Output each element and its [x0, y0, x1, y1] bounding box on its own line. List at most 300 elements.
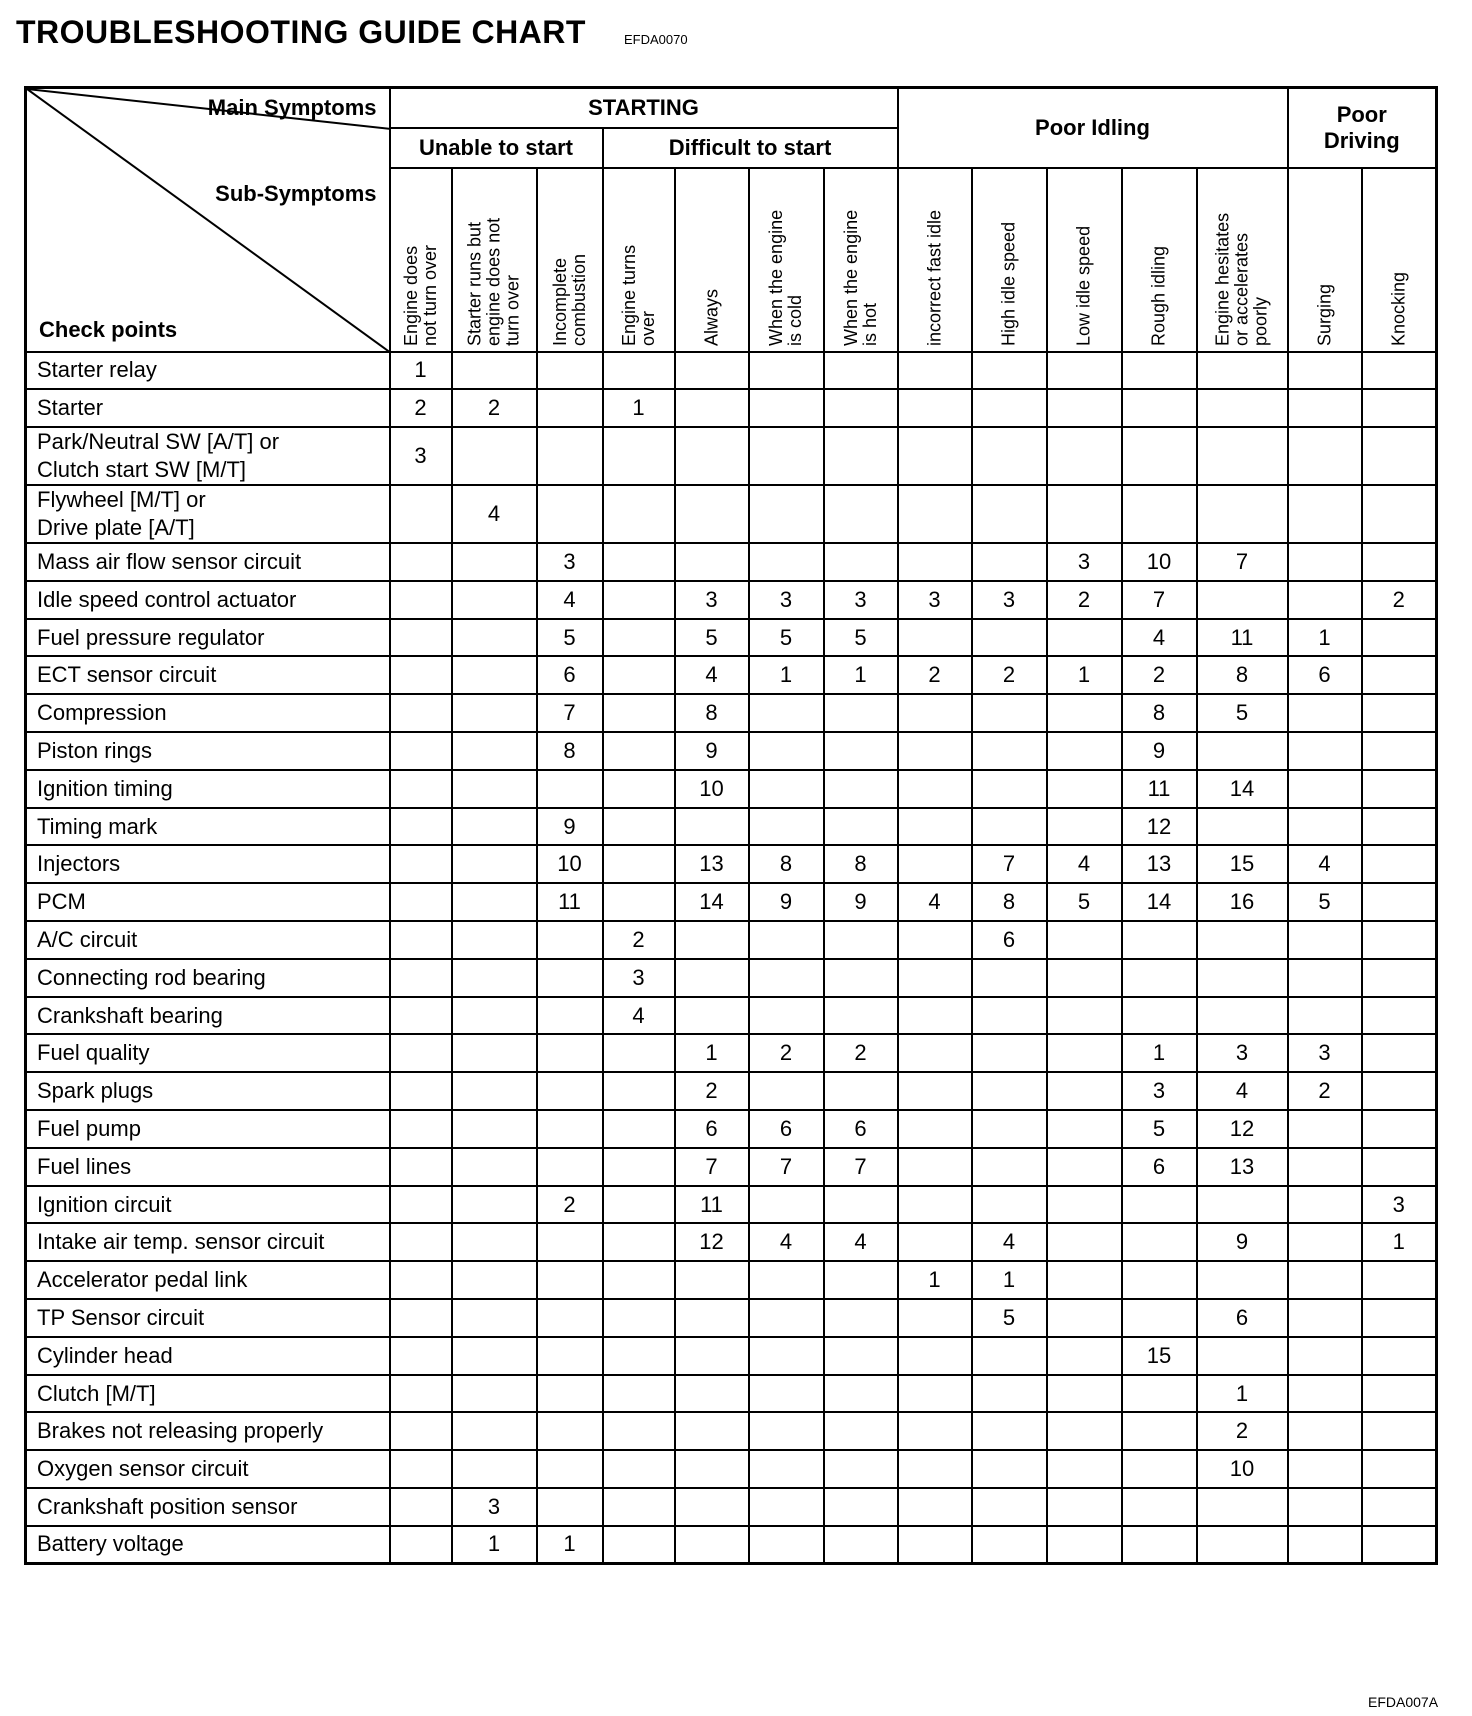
priority-cell [390, 1412, 452, 1450]
check-point-label: ECT sensor circuit [37, 662, 217, 688]
sub-symptom-label: When the engine [840, 209, 861, 346]
check-point-name [26, 1072, 390, 1110]
priority-cell [675, 1450, 749, 1488]
priority-cell [1288, 1412, 1362, 1450]
priority-cell [1362, 543, 1437, 581]
priority-cell: 2 [537, 1186, 603, 1224]
table-row [26, 1526, 1437, 1564]
priority-cell: 6 [1288, 656, 1362, 694]
sub-symptom-header [749, 168, 824, 352]
priority-cell: 10 [675, 770, 749, 808]
priority-cell [452, 427, 537, 485]
priority-cell [603, 1526, 675, 1564]
priority-cell: 2 [972, 656, 1047, 694]
priority-cell [675, 997, 749, 1035]
priority-cell [972, 1526, 1047, 1564]
priority-cell [898, 808, 972, 846]
priority-cell [1047, 959, 1122, 997]
priority-cell [390, 1337, 452, 1375]
priority-cell [675, 1261, 749, 1299]
priority-cell: 6 [824, 1110, 898, 1148]
priority-cell [537, 1148, 603, 1186]
priority-cell [452, 1186, 537, 1224]
priority-cell [824, 1450, 898, 1488]
priority-cell [537, 485, 603, 543]
priority-cell: 3 [603, 959, 675, 997]
priority-cell [749, 732, 824, 770]
priority-cell [749, 1375, 824, 1413]
priority-cell [452, 1375, 537, 1413]
priority-cell [972, 352, 1047, 390]
priority-cell: 1 [1197, 1375, 1288, 1413]
group-poor-driving [1288, 88, 1437, 168]
priority-cell [1288, 1299, 1362, 1337]
priority-cell [1122, 1299, 1197, 1337]
priority-cell [390, 997, 452, 1035]
table-row [26, 1110, 1437, 1148]
priority-cell [603, 1148, 675, 1186]
priority-cell: 8 [1197, 656, 1288, 694]
priority-cell [1047, 1110, 1122, 1148]
priority-cell: 4 [603, 997, 675, 1035]
priority-cell [1362, 1148, 1437, 1186]
priority-cell [390, 1223, 452, 1261]
priority-cell [1288, 543, 1362, 581]
priority-cell [1122, 1488, 1197, 1526]
priority-cell [824, 1337, 898, 1375]
check-point-name [26, 770, 390, 808]
priority-cell [452, 883, 537, 921]
priority-cell [1197, 485, 1288, 543]
priority-cell: 7 [972, 845, 1047, 883]
check-point-label: Idle speed control actuator [37, 586, 297, 612]
priority-cell: 7 [675, 1148, 749, 1186]
check-point-label: Piston rings [37, 737, 152, 763]
priority-cell: 2 [898, 656, 972, 694]
priority-cell [1362, 1450, 1437, 1488]
priority-cell [1047, 694, 1122, 732]
priority-cell [390, 1526, 452, 1564]
priority-cell [824, 1488, 898, 1526]
priority-cell [1197, 1337, 1288, 1375]
priority-cell [390, 732, 452, 770]
sub-symptom-label: Engine does [400, 245, 421, 346]
priority-cell [452, 1299, 537, 1337]
priority-cell [1047, 1299, 1122, 1337]
page-title: TROUBLESHOOTING GUIDE CHART [16, 14, 586, 50]
priority-cell: 14 [675, 883, 749, 921]
priority-cell [452, 1110, 537, 1148]
check-point-name [26, 883, 390, 921]
priority-cell [452, 1148, 537, 1186]
priority-cell [1288, 1337, 1362, 1375]
priority-cell [390, 1186, 452, 1224]
priority-cell: 3 [390, 427, 452, 485]
check-point-label: Park/Neutral SW [A/T] or [37, 429, 280, 455]
table-row [26, 1223, 1437, 1261]
priority-cell: 4 [675, 656, 749, 694]
priority-cell [1362, 845, 1437, 883]
priority-cell [537, 1337, 603, 1375]
priority-cell [390, 656, 452, 694]
priority-cell [898, 485, 972, 543]
priority-cell: 4 [1197, 1072, 1288, 1110]
priority-cell [898, 694, 972, 732]
priority-cell: 4 [824, 1223, 898, 1261]
priority-cell [1197, 1526, 1288, 1564]
priority-cell [1197, 997, 1288, 1035]
priority-cell [898, 427, 972, 485]
priority-cell [603, 1034, 675, 1072]
priority-cell [824, 427, 898, 485]
priority-cell: 3 [1047, 543, 1122, 581]
priority-cell: 5 [972, 1299, 1047, 1337]
priority-cell [898, 1488, 972, 1526]
table-row [26, 1337, 1437, 1375]
priority-cell [824, 1299, 898, 1337]
priority-cell [749, 1299, 824, 1337]
priority-cell [898, 1223, 972, 1261]
priority-cell [1362, 619, 1437, 657]
priority-cell [537, 1110, 603, 1148]
priority-cell [537, 389, 603, 427]
priority-cell: 4 [1122, 619, 1197, 657]
priority-cell [1197, 427, 1288, 485]
priority-cell: 11 [537, 883, 603, 921]
priority-cell: 3 [749, 581, 824, 619]
priority-cell [749, 1412, 824, 1450]
priority-cell [1047, 1148, 1122, 1186]
header-corner [26, 88, 390, 352]
priority-cell: 9 [824, 883, 898, 921]
priority-cell: 4 [1288, 845, 1362, 883]
sub-symptom-header [537, 168, 603, 352]
priority-cell: 6 [675, 1110, 749, 1148]
priority-cell [675, 1299, 749, 1337]
priority-cell [972, 1072, 1047, 1110]
priority-cell [972, 543, 1047, 581]
priority-cell: 5 [675, 619, 749, 657]
priority-cell [898, 1375, 972, 1413]
priority-cell [898, 389, 972, 427]
priority-cell [1362, 1261, 1437, 1299]
priority-cell [1288, 1110, 1362, 1148]
priority-cell [675, 1412, 749, 1450]
priority-cell: 1 [1047, 656, 1122, 694]
priority-cell: 13 [1122, 845, 1197, 883]
priority-cell [898, 352, 972, 390]
priority-cell: 1 [390, 352, 452, 390]
priority-cell [972, 1375, 1047, 1413]
table-row [26, 485, 1437, 543]
priority-cell: 3 [1288, 1034, 1362, 1072]
priority-cell [1362, 997, 1437, 1035]
sub-symptom-label: not turn over [419, 244, 440, 346]
table-row [26, 1186, 1437, 1224]
priority-cell [452, 543, 537, 581]
priority-cell [1362, 1488, 1437, 1526]
sub-symptom-header [675, 168, 749, 352]
priority-cell [537, 1412, 603, 1450]
priority-cell [749, 1450, 824, 1488]
priority-cell [749, 543, 824, 581]
check-point-name [26, 1034, 390, 1072]
priority-cell: 5 [1197, 694, 1288, 732]
priority-cell: 4 [1047, 845, 1122, 883]
priority-cell [972, 732, 1047, 770]
priority-cell [749, 997, 824, 1035]
check-point-name [26, 619, 390, 657]
priority-cell [675, 427, 749, 485]
priority-cell: 2 [675, 1072, 749, 1110]
priority-cell [1288, 959, 1362, 997]
priority-cell: 3 [675, 581, 749, 619]
priority-cell [1362, 1412, 1437, 1450]
sub-symptom-header [1197, 168, 1288, 352]
check-point-label: Clutch [M/T] [37, 1380, 156, 1406]
priority-cell: 8 [749, 845, 824, 883]
priority-cell [603, 1375, 675, 1413]
priority-cell [1047, 1034, 1122, 1072]
table-row [26, 581, 1437, 619]
priority-cell [898, 1148, 972, 1186]
priority-cell [1047, 1072, 1122, 1110]
table-row [26, 732, 1437, 770]
priority-cell [972, 427, 1047, 485]
priority-cell [824, 1412, 898, 1450]
priority-cell [1122, 427, 1197, 485]
priority-cell [749, 1526, 824, 1564]
priority-cell [1362, 959, 1437, 997]
priority-cell [898, 997, 972, 1035]
check-point-name [26, 543, 390, 581]
priority-cell [452, 1412, 537, 1450]
priority-cell: 15 [1122, 1337, 1197, 1375]
sub-symptom-header [452, 168, 537, 352]
table-row [26, 1375, 1437, 1413]
priority-cell [603, 770, 675, 808]
priority-cell [749, 1261, 824, 1299]
priority-cell [824, 485, 898, 543]
priority-cell [1288, 485, 1362, 543]
sub-symptom-label: poorly [1250, 296, 1271, 346]
priority-cell [390, 1110, 452, 1148]
priority-cell [972, 770, 1047, 808]
group-unable-to-start: Unable to start [390, 128, 603, 168]
priority-cell [972, 808, 1047, 846]
priority-cell [972, 1148, 1047, 1186]
priority-cell [1047, 389, 1122, 427]
priority-cell [1288, 694, 1362, 732]
check-point-label: PCM [37, 889, 86, 915]
check-point-name [26, 921, 390, 959]
priority-cell [603, 883, 675, 921]
priority-cell [1362, 921, 1437, 959]
priority-cell [972, 694, 1047, 732]
priority-cell [537, 352, 603, 390]
priority-cell [537, 1488, 603, 1526]
priority-cell [898, 921, 972, 959]
priority-cell [1288, 1488, 1362, 1526]
priority-cell [1047, 619, 1122, 657]
priority-cell [537, 427, 603, 485]
priority-cell [1122, 485, 1197, 543]
priority-cell: 1 [1122, 1034, 1197, 1072]
priority-cell [1047, 427, 1122, 485]
priority-cell: 6 [972, 921, 1047, 959]
priority-cell [1197, 921, 1288, 959]
priority-cell: 2 [1197, 1412, 1288, 1450]
priority-cell [1362, 1337, 1437, 1375]
priority-cell: 9 [537, 808, 603, 846]
group-difficult-to-start: Difficult to start [603, 128, 898, 168]
priority-cell [1362, 1110, 1437, 1148]
check-point-label: TP Sensor circuit [37, 1304, 205, 1330]
check-point-label: Accelerator pedal link [37, 1267, 248, 1293]
priority-cell [824, 959, 898, 997]
check-point-label: Crankshaft bearing [37, 1002, 223, 1028]
priority-cell [452, 808, 537, 846]
check-point-name [26, 656, 390, 694]
priority-cell [824, 1186, 898, 1224]
priority-cell [1047, 1186, 1122, 1224]
priority-cell [1288, 1186, 1362, 1224]
table-row [26, 845, 1437, 883]
priority-cell [1122, 352, 1197, 390]
priority-cell: 5 [1122, 1110, 1197, 1148]
check-point-name [26, 352, 390, 390]
priority-cell: 1 [603, 389, 675, 427]
table-row [26, 1072, 1437, 1110]
corner-diagonals [27, 89, 390, 352]
priority-cell [898, 1412, 972, 1450]
priority-cell [1197, 389, 1288, 427]
priority-cell [675, 921, 749, 959]
table-row [26, 997, 1437, 1035]
group-starting: STARTING [390, 88, 898, 128]
priority-cell [675, 1488, 749, 1526]
priority-cell [603, 1110, 675, 1148]
priority-cell [603, 581, 675, 619]
sub-symptom-label: Knocking [1388, 271, 1409, 346]
priority-cell: 4 [537, 581, 603, 619]
priority-cell [390, 845, 452, 883]
priority-cell [675, 1375, 749, 1413]
priority-cell [972, 1186, 1047, 1224]
troubleshooting-table [24, 86, 1438, 1565]
priority-cell [824, 1261, 898, 1299]
sub-symptom-header [1047, 168, 1122, 352]
priority-cell [1362, 883, 1437, 921]
priority-cell [972, 1034, 1047, 1072]
priority-cell: 13 [1197, 1148, 1288, 1186]
priority-cell [1047, 770, 1122, 808]
check-point-label: Brakes not releasing properly [37, 1418, 324, 1444]
priority-cell: 7 [1197, 543, 1288, 581]
check-point-name [26, 1488, 390, 1526]
priority-cell [972, 1450, 1047, 1488]
priority-cell: 3 [824, 581, 898, 619]
priority-cell: 3 [537, 543, 603, 581]
priority-cell [452, 1223, 537, 1261]
priority-cell [603, 1223, 675, 1261]
priority-cell [824, 352, 898, 390]
priority-cell: 2 [749, 1034, 824, 1072]
priority-cell: 1 [824, 656, 898, 694]
check-point-label: Mass air flow sensor circuit [37, 548, 302, 574]
check-point-name [26, 694, 390, 732]
priority-cell [1197, 581, 1288, 619]
priority-cell [824, 694, 898, 732]
priority-cell [1362, 427, 1437, 485]
priority-cell [1288, 1375, 1362, 1413]
priority-cell [898, 732, 972, 770]
priority-cell [390, 1375, 452, 1413]
priority-cell: 12 [1122, 808, 1197, 846]
check-point-name [26, 389, 390, 427]
priority-cell: 4 [898, 883, 972, 921]
priority-cell [1362, 352, 1437, 390]
priority-cell [390, 1488, 452, 1526]
check-point-label: Connecting rod bearing [37, 964, 266, 990]
priority-cell [972, 1110, 1047, 1148]
priority-cell [898, 1186, 972, 1224]
priority-cell [972, 485, 1047, 543]
priority-cell [603, 1412, 675, 1450]
priority-cell: 4 [749, 1223, 824, 1261]
priority-cell [749, 959, 824, 997]
priority-cell: 1 [452, 1526, 537, 1564]
check-point-name [26, 808, 390, 846]
priority-cell [749, 485, 824, 543]
priority-cell [675, 959, 749, 997]
priority-cell [1288, 1526, 1362, 1564]
sub-symptom-header [972, 168, 1047, 352]
priority-cell [1197, 1186, 1288, 1224]
priority-cell [1047, 997, 1122, 1035]
table-row [26, 1299, 1437, 1337]
priority-cell: 2 [452, 389, 537, 427]
priority-cell [1197, 1488, 1288, 1526]
priority-cell [1288, 389, 1362, 427]
sub-symptoms-label: Sub-Symptoms [215, 181, 377, 206]
header-row-main [26, 88, 1437, 128]
priority-cell [675, 485, 749, 543]
priority-cell: 6 [1122, 1148, 1197, 1186]
priority-cell [898, 1526, 972, 1564]
priority-cell: 7 [537, 694, 603, 732]
priority-cell [603, 485, 675, 543]
priority-cell [749, 1186, 824, 1224]
priority-cell: 3 [898, 581, 972, 619]
priority-cell [390, 808, 452, 846]
sub-symptom-header [898, 168, 972, 352]
priority-cell [1122, 1223, 1197, 1261]
priority-cell [603, 1186, 675, 1224]
priority-cell [452, 581, 537, 619]
priority-cell: 1 [1362, 1223, 1437, 1261]
priority-cell [1288, 732, 1362, 770]
priority-cell [1288, 427, 1362, 485]
priority-cell [972, 997, 1047, 1035]
check-point-name [26, 997, 390, 1035]
check-point-name [26, 1375, 390, 1413]
priority-cell [898, 619, 972, 657]
sub-symptom-header [390, 168, 452, 352]
check-point-name [26, 1337, 390, 1375]
table-row [26, 1450, 1437, 1488]
sub-symptom-header [1362, 168, 1437, 352]
